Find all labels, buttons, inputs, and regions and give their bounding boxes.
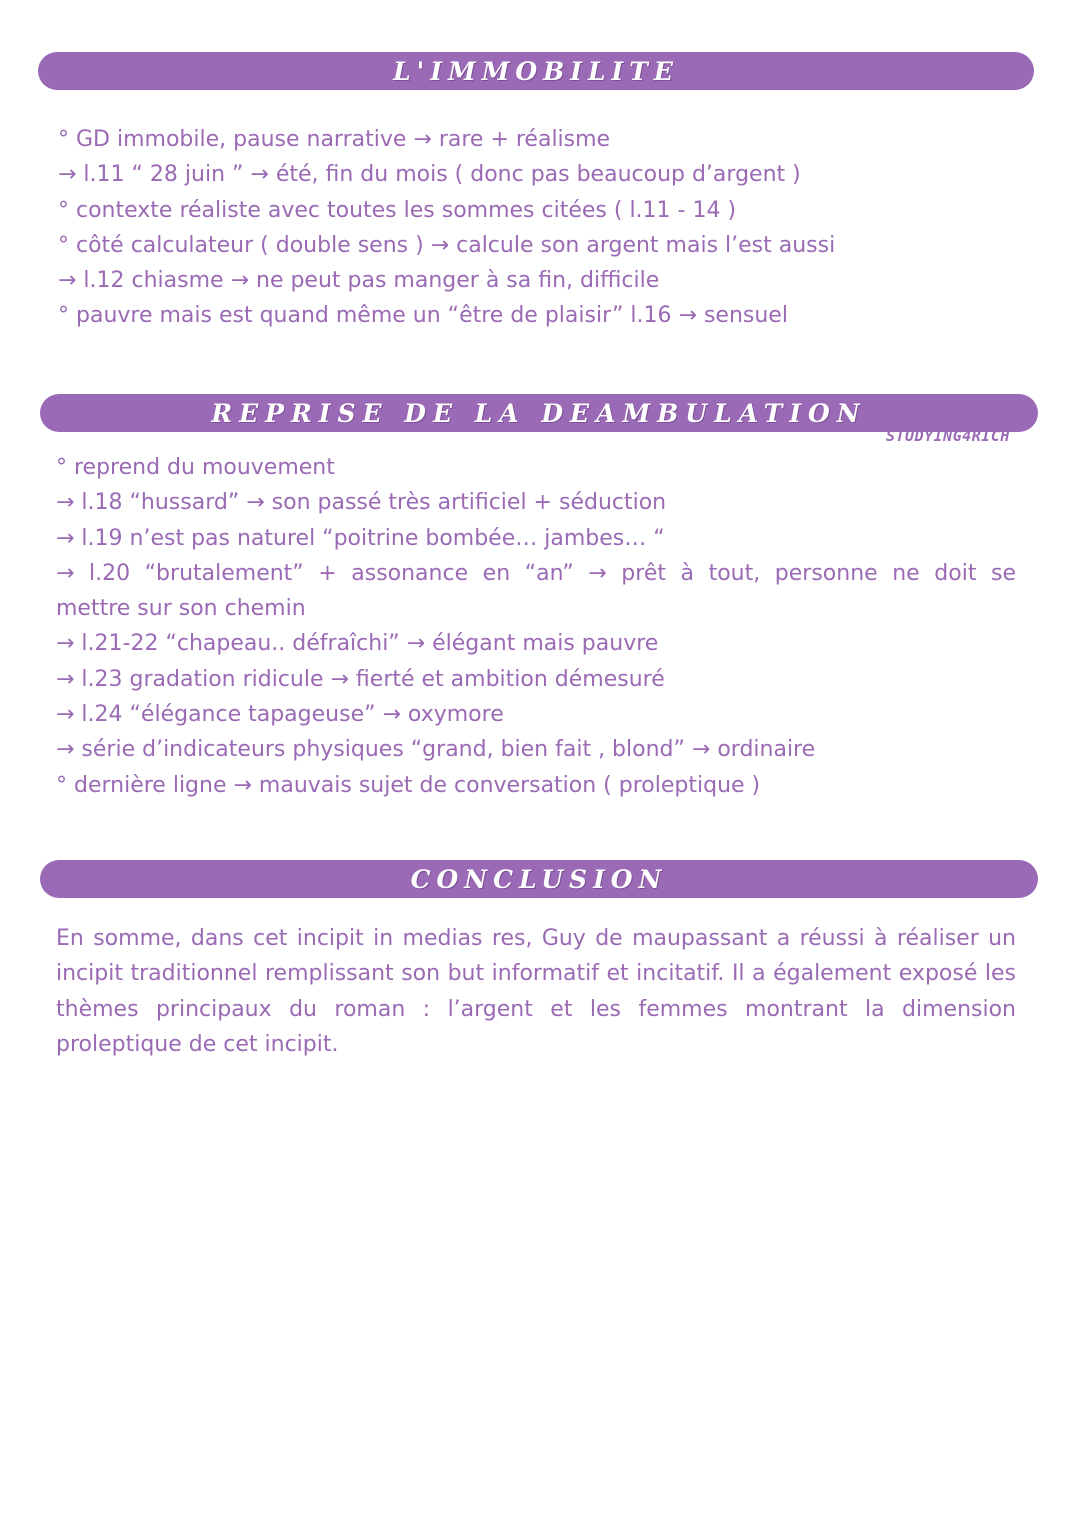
note-line: ° GD immobile, pause narrative → rare + réalisme bbox=[58, 127, 611, 152]
note-line: ° contexte réaliste avec toutes les sommes citées ( l.11 - 14 ) bbox=[58, 197, 737, 223]
section-banner-immobilite bbox=[38, 52, 1034, 90]
note-line: ° reprend du mouvement bbox=[56, 455, 335, 480]
note-line: → l.18 “hussard” → son passé très artificiel + séduction bbox=[56, 490, 667, 516]
note-line: → série d’indicateurs physiques “grand, bien fait , blond” → ordinaire bbox=[56, 737, 816, 763]
note-line: → l.11 “ 28 juin ” → été, fin du mois ( donc pas beaucoup d’argent ) bbox=[58, 162, 801, 188]
section-title: REPRISE DE LA DEAMBULATION bbox=[211, 398, 867, 428]
section-title: L'IMMOBILITE bbox=[393, 56, 679, 86]
note-line: → l.21-22 “chapeau.. défraîchi” → élégant mais pauvre bbox=[56, 631, 659, 657]
note-line: ° dernière ligne → mauvais sujet de conversation ( proleptique ) bbox=[56, 772, 761, 798]
note-line: ° pauvre mais est quand même un “être de plaisir” l.16 → sensuel bbox=[58, 303, 788, 329]
watermark: STUDYING4RICH bbox=[886, 427, 1010, 445]
note-line: ° côté calculateur ( double sens ) → calcule son argent mais l’est aussi bbox=[58, 232, 836, 258]
note-line: → l.19 n’est pas naturel “poitrine bombée… jambes… “ bbox=[56, 525, 665, 551]
section-body-deambulation bbox=[56, 450, 1016, 803]
note-line: mettre sur son chemin bbox=[56, 596, 306, 622]
note-line: → l.20 “brutalement” + assonance en “an” → prêt à tout, personne ne doit se bbox=[56, 560, 1016, 586]
note-line: → l.24 “élégance tapageuse” → oxymore bbox=[56, 702, 504, 728]
section-body-immobilite bbox=[58, 122, 1018, 334]
conclusion-paragraph: En somme, dans cet incipit in medias res, Guy de maupassant a réussi à réaliser un incipit traditionnel remplissant son but informatif et incitatif. Il a également exposé les thèmes principaux du roman : l’argent et les femmes montrant la dimension proleptique de cet incipit. bbox=[56, 926, 1016, 1057]
section-banner-conclusion bbox=[40, 860, 1038, 898]
note-line: → l.12 chiasme → ne peut pas manger à sa fin, difficile bbox=[58, 268, 660, 294]
section-title: CONCLUSION bbox=[410, 864, 668, 894]
note-line: → l.23 gradation ridicule → fierté et ambition démesuré bbox=[56, 666, 665, 692]
